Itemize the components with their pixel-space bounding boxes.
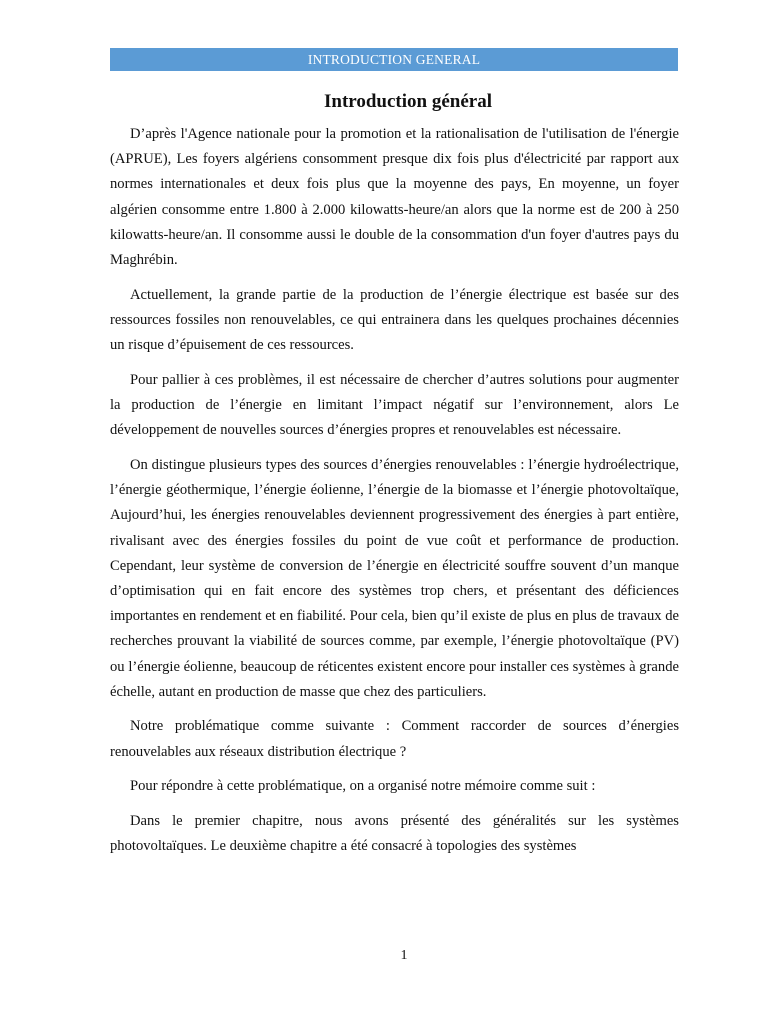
paragraph-renewable-types: On distingue plusieurs types des sources d’énergies renouvelables : l’énergie hydroélectrique, l’énergie géothermique, l’énergie éolienne, l’énergie de la biomasse et l’énergie photovoltaïque, Aujourd’hui, les énergies renouvelables deviennent progressivement des énergies à part entière, rivalisant avec des énergies fossiles du point de vue coût et performance de production. Cependant, leur système de conversion de l’énergie en électricité souffre souvent d’un manque d’optimisation qui en fait encore des systèmes trop chers, et présentant des déficiences importantes en rendement et en fiabilité. Pour cela, bien qu’il existe de plus en plus de travaux de recherches prouvant la viabilité de sources comme, par exemple, l’énergie photovoltaïque (PV) ou l’énergie éolienne, beaucoup de réticentes existent encore pour installer ces systèmes à grande échelle, autant en production de masse que chez des particuliers.	[110, 456, 679, 700]
paragraph-chapters: Dans le premier chapitre, nous avons présenté des généralités sur les systèmes photovoltaïques. Le deuxième chapitre a été consacré à topologies des systèmes	[110, 813, 679, 855]
paragraph-fossil-resources: Actuellement, la grande partie de la production de l’énergie électrique est basée sur des ressources fossiles non renouvelables, ce qui entrainera dans les quelques prochaines décennies un risque d’épuisement de ces ressources.	[110, 286, 679, 354]
chapter-header-banner: INTRODUCTION GENERAL	[110, 48, 678, 71]
paragraph-problematic: Notre problématique comme suivante : Comment raccorder de sources d’énergies renouvelables aux réseaux distribution électrique ?	[110, 718, 679, 760]
page-title: Introduction général	[323, 91, 492, 112]
paragraph-solutions: Pour pallier à ces problèmes, il est nécessaire de chercher d’autres solutions pour augmenter la production de l’énergie en limitant l’impact négatif sur l’environnement, alors Le développement de nouvelles sources d’énergies propres et renouvelables est nécessaire.	[110, 371, 679, 439]
paragraph-aprue: D’après l'Agence nationale pour la promotion et la rationalisation de l'utilisation de l'énergie (APRUE), Les foyers algériens consomment presque dix fois plus d'électricité par rapport aux normes internationales et deux fois plus que la moyenne des pays, En moyenne, un foyer algérien consomme entre 1.800 à 2.000 kilowatts-heure/an alors que la norme est de 200 à 250 kilowatts-heure/an. Il consomme aussi le double de la consommation d'un foyer d'autres pays du Maghrébin.	[110, 126, 679, 269]
paragraph-organization: Pour répondre à cette problématique, on a organisé notre mémoire comme suit :	[130, 778, 596, 795]
page-number: 1	[400, 948, 408, 963]
body-text	[110, 122, 679, 869]
